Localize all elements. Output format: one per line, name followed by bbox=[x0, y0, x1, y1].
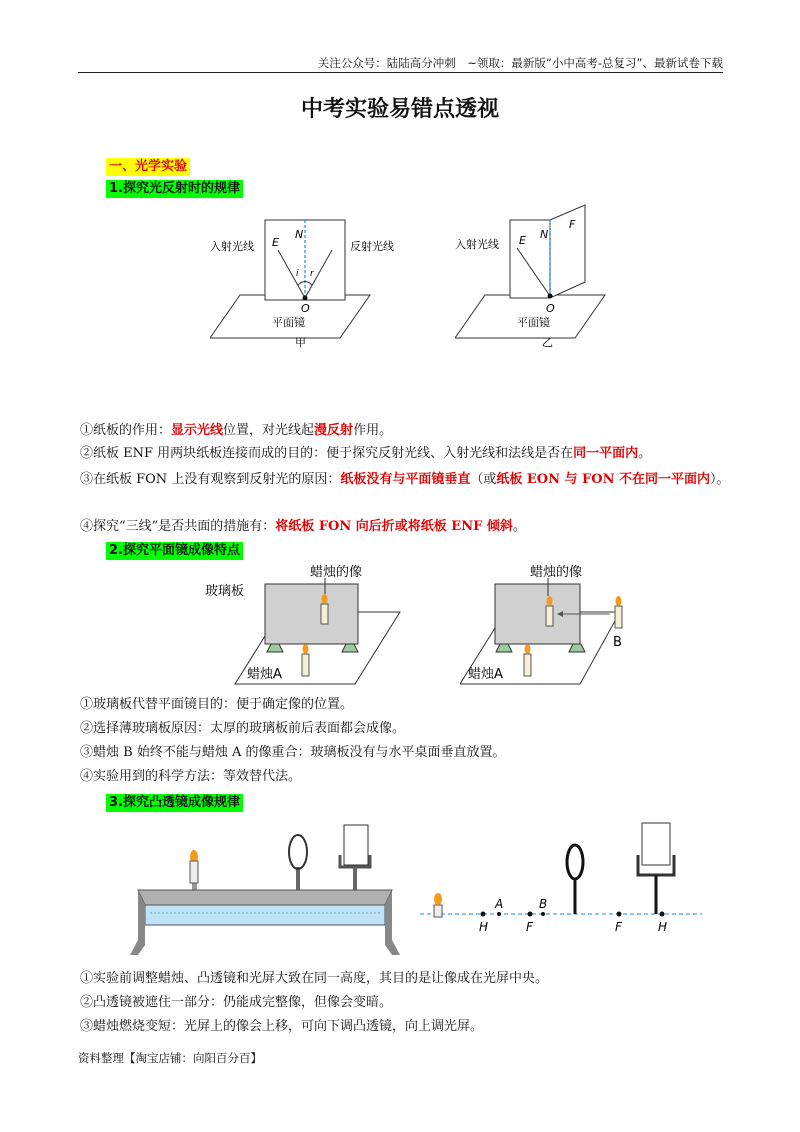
plane-mirror-item-3: ③蜡烛 B 始终不能与蜡烛 A 的像重合：玻璃板没有与水平桌面垂直放置。 bbox=[80, 745, 506, 760]
candle-a-label: 蜡烛A bbox=[247, 667, 282, 682]
label-o: O bbox=[301, 302, 310, 315]
point-f-left: F bbox=[526, 920, 533, 934]
plane-mirror-item-1: ①玻璃板代替平面镜目的：便于确定像的位置。 bbox=[80, 697, 354, 712]
candle-image-label: 蜡烛的像 bbox=[530, 565, 583, 580]
label-e: E bbox=[272, 236, 279, 249]
header-divider bbox=[78, 72, 723, 73]
page-header: 关注公众号：陆陆高分冲刺 ~领取：最新版“小中高考-总复习”、最新试卷下载 bbox=[317, 56, 723, 70]
candle-b-label: B bbox=[613, 635, 622, 650]
reflection-item-1: ①纸板的作用：显示光线位置，对光线起漫反射作用。 bbox=[80, 423, 393, 438]
label-n: N bbox=[295, 228, 304, 241]
label-i: i bbox=[296, 269, 299, 279]
convex-lens-item-1: ①实验前调整蜡烛、凸透镜和光屏大致在同一高度，其目的是让像成在光屏中央。 bbox=[80, 971, 549, 986]
caption-b: 乙 bbox=[542, 336, 553, 349]
label-n: N bbox=[540, 228, 549, 241]
point-h-right: H bbox=[658, 920, 668, 934]
reflection-item-3: ③在纸板 FON 上没有观察到反射光的原因：纸板没有与平面镜垂直（或纸板 EON 与 FON 不在同一平面内）。 bbox=[80, 472, 730, 487]
subheading-plane-mirror: 2.探究平面镜成像特点 bbox=[106, 542, 243, 560]
reflected-ray-label: 反射光线 bbox=[350, 240, 394, 253]
point-f-right: F bbox=[615, 920, 622, 934]
reflection-item-4: ④探究“三线”是否共面的措施有：将纸板 FON 向后折或将纸板 ENF 倾斜。 bbox=[80, 519, 526, 534]
convex-lens-item-3: ③蜡烛燃烧变短：光屏上的像会上移，可向下调凸透镜，向上调光屏。 bbox=[80, 1019, 484, 1034]
reflection-figure-a bbox=[210, 210, 410, 350]
glass-plate-label: 玻璃板 bbox=[205, 584, 245, 599]
incident-ray-label: 入射光线 bbox=[210, 240, 254, 253]
point-h-left: H bbox=[479, 920, 489, 934]
section-heading-optics: 一、光学实验 bbox=[106, 158, 190, 176]
reflection-figure-b bbox=[455, 200, 630, 350]
convex-lens-item-2: ②凸透镜被遮住一部分：仍能成完整像，但像会变暗。 bbox=[80, 995, 393, 1010]
candle-a-label: 蜡烛A bbox=[468, 667, 503, 682]
candle-image-label: 蜡烛的像 bbox=[310, 565, 363, 580]
mirror-label: 平面镜 bbox=[272, 316, 305, 329]
plane-mirror-item-4: ④实验用到的科学方法：等效替代法。 bbox=[80, 769, 302, 784]
plane-mirror-figure-b bbox=[460, 562, 635, 690]
label-f: F bbox=[569, 218, 576, 231]
incident-ray-label: 入射光线 bbox=[455, 238, 499, 251]
point-a: A bbox=[495, 897, 504, 911]
subheading-reflection: 1.探究光反射时的规律 bbox=[106, 180, 243, 198]
plane-mirror-item-2: ②选择薄玻璃板原因：太厚的玻璃板前后表面都会成像。 bbox=[80, 721, 406, 736]
principal-axis-figure bbox=[420, 815, 705, 940]
plane-mirror-figure-a bbox=[205, 562, 405, 690]
label-r: r bbox=[310, 269, 314, 279]
reflection-item-2: ②纸板 ENF 用两块纸板连接而成的目的：便于探究反射光线、入射光线和法线是否在同一平面内。 bbox=[80, 446, 652, 461]
point-b: B bbox=[539, 897, 548, 911]
label-e: E bbox=[519, 234, 526, 247]
caption-a: 甲 bbox=[295, 336, 306, 349]
mirror-label: 平面镜 bbox=[517, 316, 550, 329]
page-title: 中考实验易错点透视 bbox=[300, 97, 499, 122]
optical-bench-figure bbox=[130, 815, 400, 960]
label-o: O bbox=[546, 302, 555, 315]
page-footer: 资料整理【淘宝店铺：向阳百分百】 bbox=[78, 1051, 262, 1065]
subheading-convex-lens: 3.探究凸透镜成像规律 bbox=[106, 794, 243, 812]
